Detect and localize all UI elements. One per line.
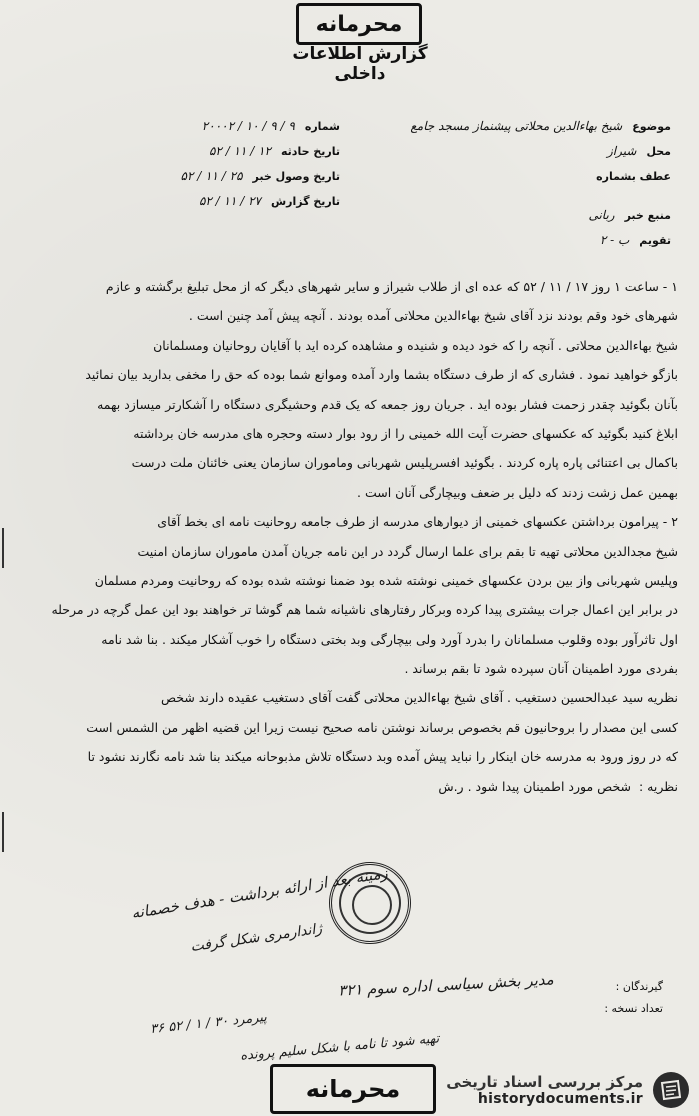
- handwritten-side-note: پیرمرد ۳۰ / ۱ / ۵۲ ۳۶: [149, 1009, 268, 1038]
- margin-mark: [2, 528, 10, 568]
- seal-inner-ring: [352, 885, 392, 925]
- body-line: کسی این مصدار را بروحانیون قم بخصوص برساند نوشتن نامه صحیح نیست زیرا این قضیه اظهر من الشمس است: [86, 719, 678, 735]
- report-body: [38, 272, 678, 801]
- meta-label: موضوع: [632, 120, 671, 133]
- body-line: بهمین عمل زشت زدند که دلیل بر ضعف وبیچارگی آنان است .: [357, 484, 678, 500]
- classification-text: محرمانه: [315, 11, 403, 37]
- body-line: وپلیس شهربانی واز بین بردن عکسهای خمینی نوشته شده بود ضمنا نوشته شده بوده که روحانیت ومردم مسلمان: [94, 572, 678, 588]
- meta-value: ۱۲ / ۱۱ / ۵۲: [208, 144, 271, 158]
- meta-value: ۹ / ۹ / ۱۰ / ۲۰۰۰۲: [201, 119, 295, 133]
- meta-label: عطف بشماره: [596, 170, 671, 183]
- meta-label: تاریخ حادثه: [281, 145, 340, 158]
- body-line: باکمال بی اعتنائی پاره پاره کردند . بگوئید افسرپلیس شهربانی وماموران سازمان یعنی خائنان ملت درست: [131, 455, 678, 471]
- body-line: شیخ مجدالدین محلاتی تهیه تا بقم برای علما ارسال گردد در این نامه جریان آمدن ماموران سازمان امنیت: [137, 543, 678, 559]
- body-note: [38, 772, 678, 801]
- meta-value: شیراز: [607, 144, 637, 158]
- handwritten-note-1: زمینه بعد از ارائه برداشت - هدف خصمانه: [130, 863, 389, 923]
- body-line: شیخ بهاءالدین محلاتی . آنچه را که خود دیده و شنیده و مشاهده کرده اید با آقایان روحانیان ومسلمانان: [153, 337, 678, 353]
- body-line: نظریه سید عبدالحسین دستغیب . آقای شیخ بهاءالدین محلاتی گفت آقای دستغیب عقیده دارند شخص: [160, 690, 678, 706]
- watermark-url: historydocuments.ir: [477, 1091, 643, 1107]
- meta-value: شیخ بهاءالدین محلاتی پیشنماز مسجد جامع: [410, 119, 623, 133]
- meta-reference: [341, 158, 671, 183]
- meta-label: منبع خبر: [624, 209, 671, 222]
- note-text: شخص مورد اطمینان پیدا شود . ر.ش: [438, 778, 631, 794]
- margin-mark: [2, 812, 10, 852]
- handwritten-note-3: تهیه شود تا نامه با شکل سلیم پرونده: [239, 1031, 440, 1064]
- meta-label: تاریخ وصول خبر: [252, 170, 340, 183]
- meta-value: ربانی: [588, 208, 615, 222]
- recipients-label: گیرندگان :: [615, 980, 663, 993]
- body-line: در برابر این اعمال جرات بیشتری پیدا کرده وبرکار رفتارهای ناشیانه شما هم گوشا تر خواهند بود این عمل گرچه در مرحله: [51, 602, 678, 618]
- meta-value: ب - ۲: [599, 233, 630, 247]
- meta-report-date: [120, 183, 340, 208]
- body-line: ۱ - ساعت ۱ روز ۱۷ / ۱۱ / ۵۲ که عده ای از طلاب شیراز و سایر شهرهای دیگر که از محل تبلیغ برگشته و عازم: [105, 279, 678, 294]
- meta-value: ۲۵ / ۱۱ / ۵۲: [180, 169, 243, 183]
- note-label: نظریه :: [639, 778, 678, 794]
- handwritten-note-2: ژاندارمری شکل گرفت: [189, 920, 323, 956]
- meta-value: ۲۷ / ۱۱ / ۵۲: [198, 194, 261, 208]
- footer-labels: [604, 976, 663, 1020]
- body-line: بازگو خواهید نمود . فشاری که از طرف دستگاه بشما وارد آمده وموانع شما بوده که حق را مخفی بدارید بیان نمائید: [85, 367, 678, 383]
- meta-subject: [341, 108, 671, 133]
- body-line: که در روز ورود به مدرسه خان اینکار را نباید پیش آمده وبد دستگاه تلاش مذبوحانه میکند بنا شد نامه نگارند نشود تا: [87, 749, 678, 765]
- meta-location: [341, 133, 671, 158]
- watermark-title: مرکز بررسی اسناد تاریخی: [446, 1073, 643, 1091]
- classification-stamp-top: [296, 3, 422, 45]
- meta-number: [120, 108, 340, 133]
- meta-incident-date: [120, 133, 340, 158]
- meta-label: شماره: [304, 120, 340, 133]
- meta-left-block: [120, 108, 340, 208]
- body-line: شهرهای خود وقم بودند نزد آقای شیخ بهاءالدین محلاتی آمده بودند . آنچه پیش آمد چنین است .: [188, 308, 678, 324]
- handwritten-signature: مدیر بخش سیاسی اداره سوم ۳۲۱: [337, 970, 555, 1000]
- copies-label: تعداد نسخه :: [604, 1002, 663, 1015]
- body-line: اول تاثرآور بوده وقلوب مسلمانان را بدرد آورد ولی بیچارگی وبد بختی دستگاه را خوب آشکار میکند . بنا شد نامه: [101, 631, 678, 647]
- meta-source: [341, 197, 671, 222]
- body-line: بآنان بگوئید چقدر زحمت فشار بوده اید . جریان روز جمعه که یک قدم وحشیگری دستگاه را آشکارتر میسازد بهمه: [97, 396, 678, 412]
- report-subtitle: گزارش اطلاعات داخلی: [292, 44, 428, 84]
- body-line: ۲ - پیرامون برداشتن عکسهای خمینی از دیوارهای مدرسه از طرف جامعه روحانیت نامه ای بخط آقای: [157, 514, 678, 530]
- archive-logo-icon: [651, 1070, 691, 1110]
- watermark-text: [446, 1073, 643, 1107]
- body-line: بفردی مورد اطمینان آنان سپرده شود تا بقم برساند .: [404, 661, 678, 677]
- meta-label: تاریخ گزارش: [270, 195, 340, 208]
- meta-right-block: [341, 108, 671, 247]
- meta-label: تقویم: [639, 234, 671, 247]
- meta-label: محل: [646, 145, 671, 158]
- classification-text: محرمانه: [305, 1075, 401, 1103]
- body-line: ابلاغ کنید بگوئید که عکسهای حضرت آیت الله خمینی را از رود بوار دسته وحجره های مدرسه خان برداشته: [133, 425, 678, 441]
- meta-evaluation: [341, 222, 671, 247]
- meta-received-date: [120, 158, 340, 183]
- watermark: [407, 1068, 691, 1112]
